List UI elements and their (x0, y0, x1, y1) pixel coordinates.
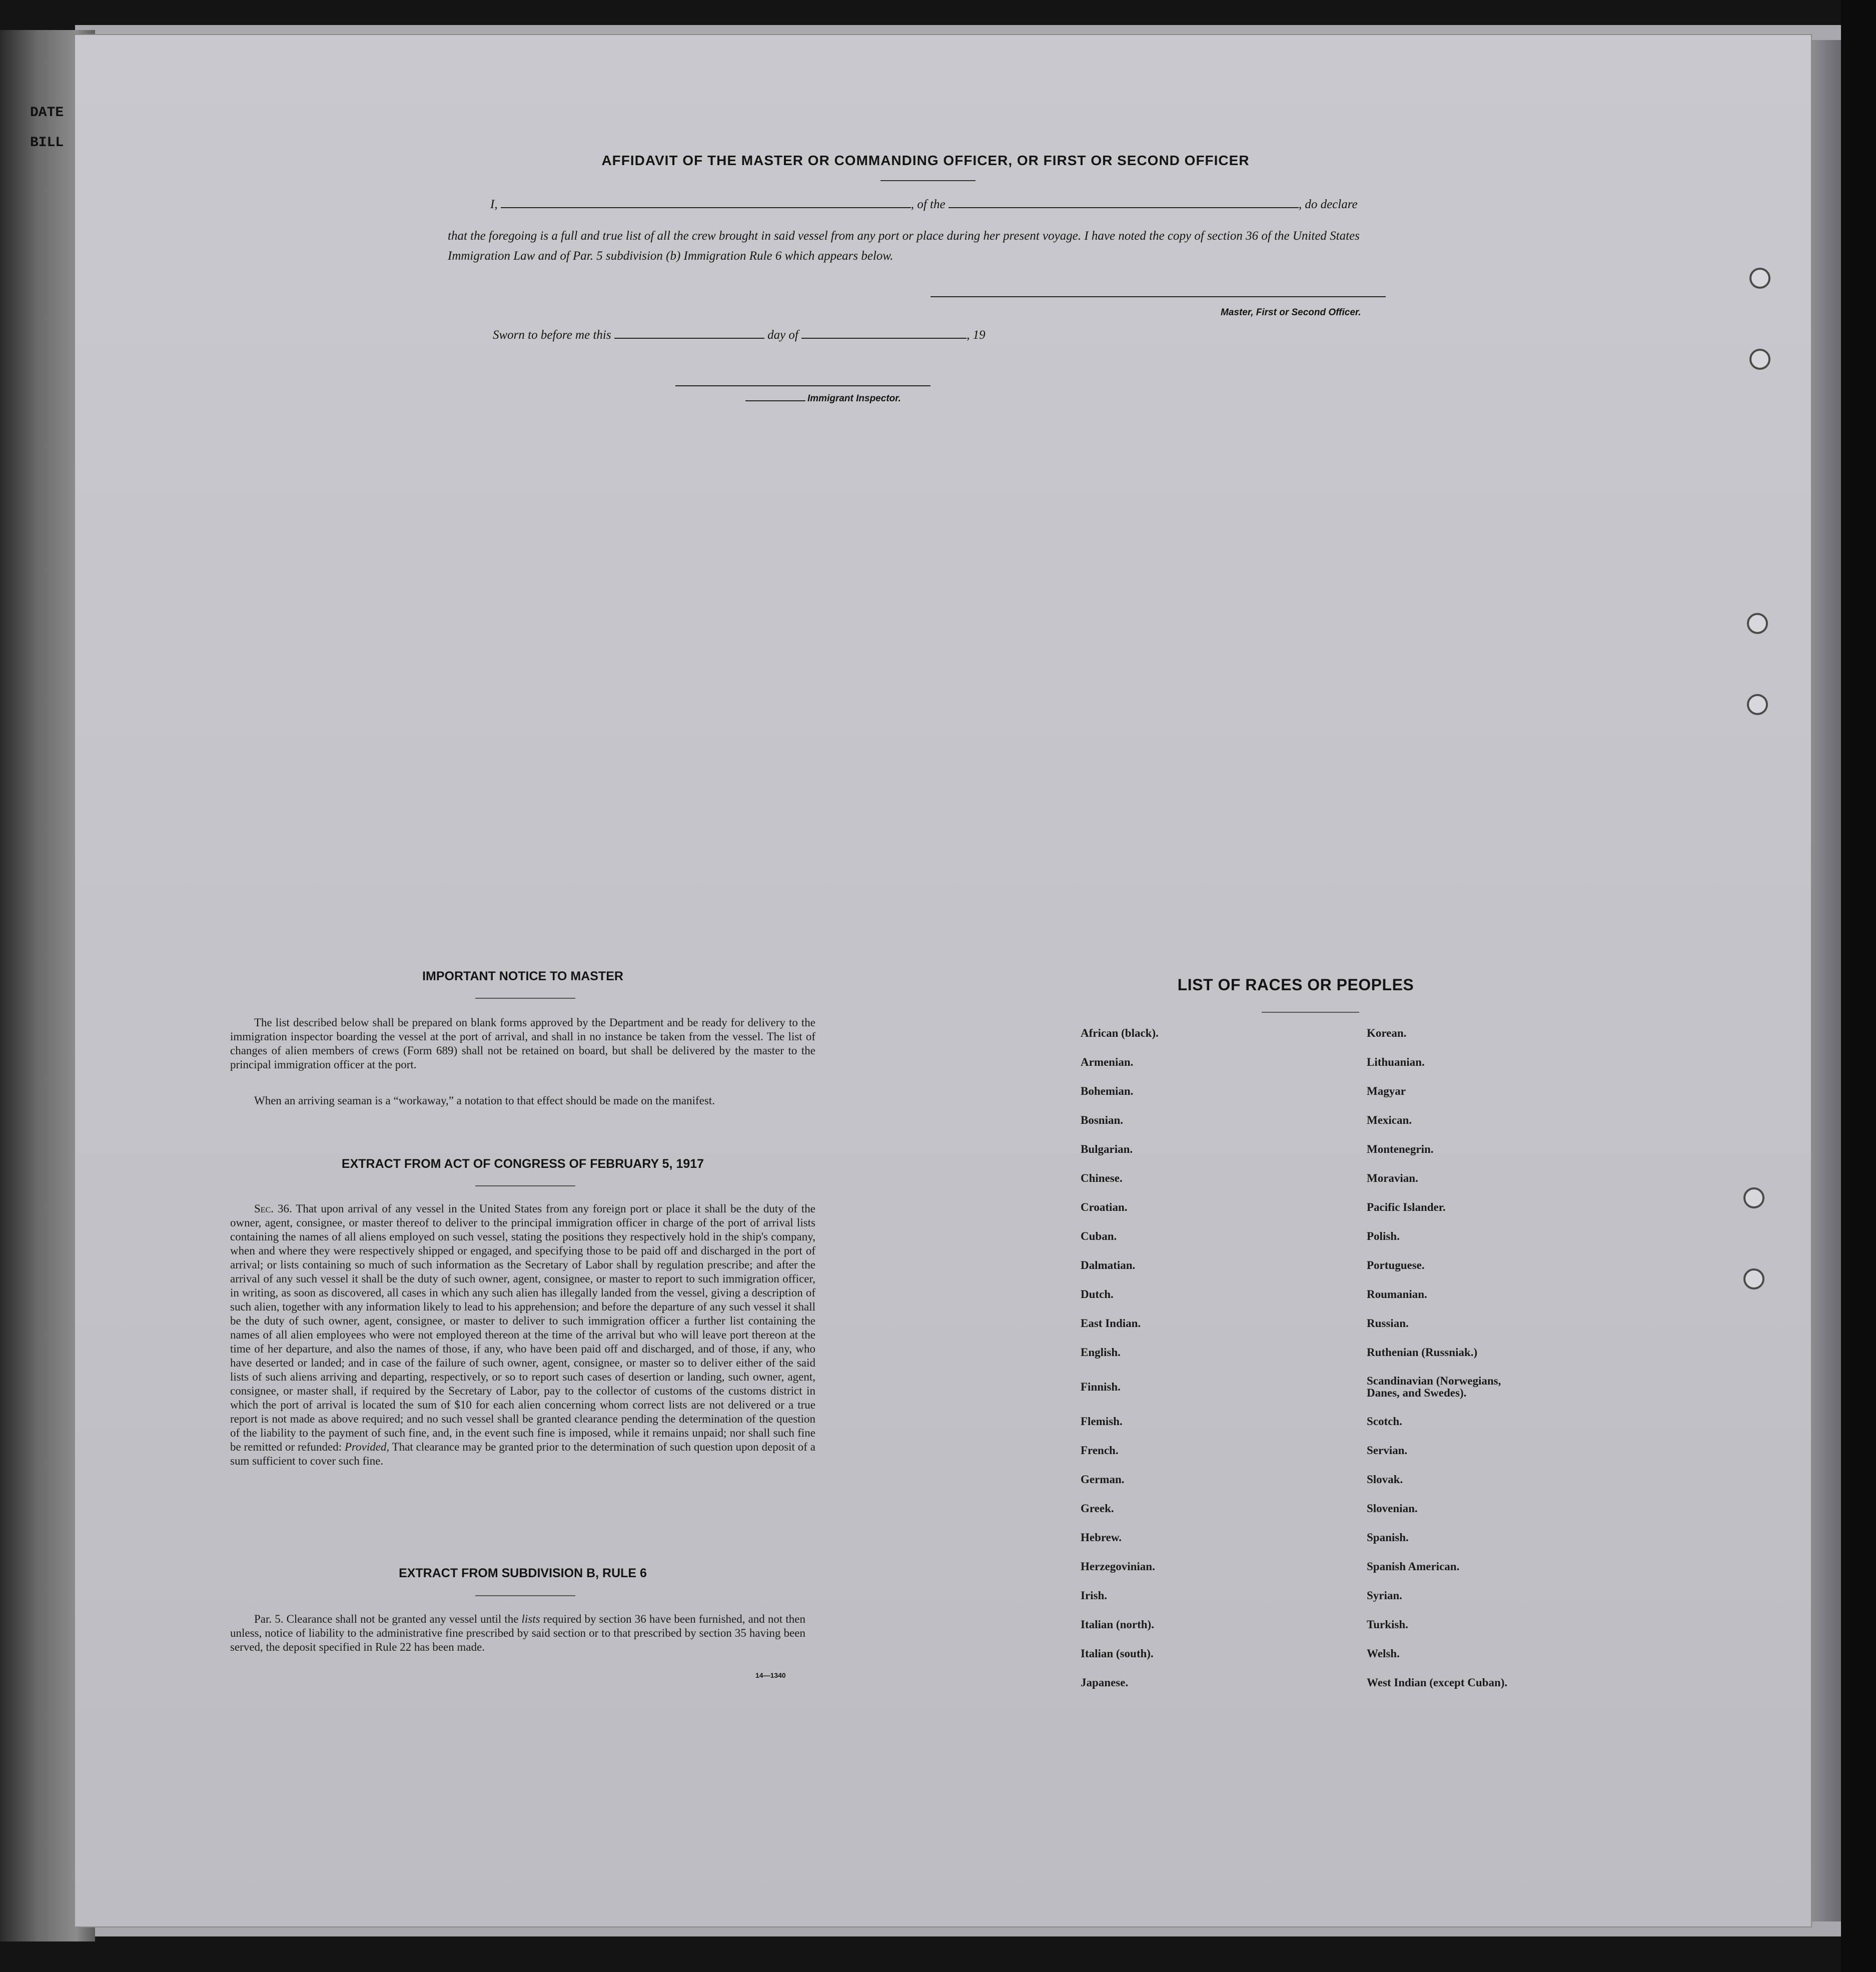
binding-strip (1811, 40, 1841, 1921)
race-item: Russian. (1367, 1317, 1409, 1330)
race-item: Lithuanian. (1367, 1056, 1425, 1068)
race-item: Finnish. (1081, 1381, 1121, 1393)
race-item: Cuban. (1081, 1230, 1117, 1242)
race-item: Italian (south). (1081, 1647, 1154, 1660)
punch-hole (1743, 1268, 1764, 1289)
race-item: East Indian. (1081, 1317, 1141, 1330)
race-item: Japanese. (1081, 1676, 1129, 1689)
declaration-i: I, (490, 198, 498, 211)
race-item: Pacific Islander. (1367, 1201, 1446, 1213)
race-item: Dutch. (1081, 1288, 1114, 1300)
race-item: Montenegrin. (1367, 1143, 1434, 1155)
race-item: Dalmatian. (1081, 1259, 1136, 1271)
race-item: Welsh. (1367, 1647, 1400, 1660)
race-item: Italian (north). (1081, 1618, 1154, 1631)
race-item: Hebrew. (1081, 1531, 1122, 1544)
sworn-year: , 19 (967, 328, 986, 342)
sworn-text: Sworn to before me this (493, 328, 611, 342)
sec-36-body: That upon arrival of any vessel in the United States from any foreign port or place it shall be the duty of the owner, agent, consignee, or master thereof to deliver to the principal immigration officer in charge of the port of arrival lists containing the names of all aliens employed on such vessel, stating the positions they respectively hold in the ship's company, when and where they were respectively shipped or engaged, and specifying those to be paid off and discharged in the port of arrival; or lists containing so much of such information as the Secretary of Labor shall by regulation prescribe; and after the arrival of any such vessel it shall be the duty of such owner, agent, consignee, or master to report to such immigration officer, in writing, as soon as discovered, all cases in which any such alien has illegally landed from the vessel, giving a description of such alien, together with any information likely to lead to his apprehension; and before the departure of any such vessel it shall be the duty of such owner, agent, consignee, or master to deliver to such immigration officer a further list containing the names of all alien employees who were not employed thereon at the time of the arrival but who will leave port thereon at the time of her departure, and also the names of those, if any, who have been paid off and discharged, and of those, if any, who have deserted or landed; and in case of the failure of such owner, agent, consignee, or master so to deliver either of the said lists of such aliens arriving and departing, respectively, or so to report such cases of desertion or landing, such owner, agent, consignee, or master shall, if required by the Secretary of Labor, pay to the collector of customs of the customs district in which the port of arrival is located the sum of $10 for each alien concerning whom correct lists are not delivered or a true report is not made as above required; and no such vessel shall be granted clearance pending the determination of the question of the liability to the payment of such fine, and, in the event such fine is imposed, while it remains unpaid; nor shall such fine be remitted or refunded: (230, 1202, 815, 1453)
print-code: 14—1340 (755, 1671, 786, 1679)
sec-36-label: Sec. 36. (254, 1202, 292, 1215)
proviso-text: That clearance may be granted prior to the determination of such question upon deposit of a sum sufficient to cover such fine. (230, 1441, 815, 1467)
rule-lists-word: lists (521, 1613, 540, 1625)
sworn-date-blank[interactable] (614, 338, 764, 339)
race-item: Mexican. (1367, 1114, 1412, 1126)
race-item: African (black). (1081, 1027, 1159, 1039)
affidavit-body: that the foregoing is a full and true list of all the crew brought in said vessel from any port or place during her present voyage. I have noted the copy of section 36 of the United States Immigration Law and of Par. 5 subdivision (b) Immigration Rule 6 which appears below. (448, 229, 1360, 263)
inspector-signature-line[interactable] (675, 385, 930, 386)
inspector-label-text: Immigrant Inspector. (807, 393, 901, 404)
notice-para-1: The list described below shall be prepared on blank forms approved by the Department and be ready for delivery to the immigration inspector boarding the vessel at the port of arrival, and shall in no instance be taken from the vessel. The list of changes of alien members of crews (Form 689) shall not be retained on board, but shall be delivered by the master to the principal immigration officer at the port. (230, 1016, 815, 1071)
margin-stub-date: DATE (30, 105, 64, 121)
race-item: West Indian (except Cuban). (1367, 1676, 1508, 1689)
inspector-blank[interactable] (745, 400, 805, 401)
officer-name-blank[interactable] (501, 207, 911, 208)
sworn-line (493, 328, 986, 342)
race-item: Herzegovinian. (1081, 1560, 1155, 1573)
race-item: Magyar (1367, 1085, 1406, 1097)
race-item: Flemish. (1081, 1415, 1123, 1428)
race-item: Portuguese. (1367, 1259, 1425, 1271)
punch-hole (1747, 613, 1768, 634)
punch-hole (1747, 694, 1768, 715)
race-item: Polish. (1367, 1230, 1400, 1242)
race-item: Scandinavian (Norwegians, Danes, and Swedes). (1367, 1375, 1501, 1399)
race-item: Ruthenian (Russniak.) (1367, 1346, 1478, 1359)
race-item: Spanish. (1367, 1531, 1409, 1544)
title-rule (880, 180, 976, 181)
punch-hole (1749, 349, 1770, 370)
notice-para-2: When an arriving seaman is a “workaway,” a notation to that effect should be made on the manifest. (254, 1094, 715, 1107)
master-signature-label: Master, First or Second Officer. (1221, 307, 1361, 318)
declaration-of-the: , of the (910, 198, 946, 211)
sworn-day-of: day of (767, 328, 798, 342)
master-signature-line[interactable] (930, 296, 1386, 297)
notice-rule (475, 998, 575, 999)
scan-border (1841, 0, 1876, 1972)
races-right-column (1367, 1027, 1507, 1705)
race-item: Scotch. (1367, 1415, 1402, 1428)
race-item: German. (1081, 1473, 1125, 1486)
race-item: Korean. (1367, 1027, 1407, 1039)
races-left-column (1081, 1027, 1159, 1705)
affidavit-title: AFFIDAVIT OF THE MASTER OR COMMANDING OFFICER, OR FIRST OR SECOND OFFICER (601, 153, 1250, 168)
race-item: Greek. (1081, 1502, 1114, 1515)
races-rule (1262, 1012, 1359, 1013)
rule-text-b: required by section 36 have been furnished, and not then unless, notice of liability to the administrative fine prescribed by said section or to that prescribed by section 35 having been served, the deposit specified in Rule 22 has been made. (230, 1613, 805, 1653)
extract-act-title: EXTRACT FROM ACT OF CONGRESS OF FEBRUARY 5, 1917 (341, 1157, 704, 1171)
race-item: Chinese. (1081, 1172, 1123, 1184)
margin-stub-bill: BILL (30, 135, 64, 151)
race-item: Slovak. (1367, 1473, 1403, 1486)
extract-act-text (230, 1202, 815, 1468)
inspector-label (745, 393, 901, 404)
notice-title: IMPORTANT NOTICE TO MASTER (422, 969, 623, 983)
race-item: Irish. (1081, 1589, 1108, 1602)
race-item: Roumanian. (1367, 1288, 1427, 1300)
race-item: Bosnian. (1081, 1114, 1124, 1126)
race-item: Moravian. (1367, 1172, 1418, 1184)
declaration-do-declare: , do declare (1298, 198, 1358, 211)
extract-rule-title: EXTRACT FROM SUBDIVISION B, RULE 6 (399, 1566, 647, 1580)
races-title: LIST OF RACES OR PEOPLES (1177, 976, 1414, 994)
race-item: English. (1081, 1346, 1121, 1359)
extract-rule-rule (475, 1595, 575, 1596)
vessel-name-blank[interactable] (949, 207, 1299, 208)
extract-rule-text (230, 1612, 805, 1654)
race-item: Slovenian. (1367, 1502, 1418, 1515)
race-item: Croatian. (1081, 1201, 1128, 1213)
affidavit-declaration-line (490, 198, 1358, 212)
race-item: Turkish. (1367, 1618, 1408, 1631)
punch-hole (1743, 1187, 1764, 1208)
race-item: Spanish American. (1367, 1560, 1460, 1573)
race-item: Servian. (1367, 1444, 1408, 1457)
extract-act-rule (475, 1185, 575, 1186)
sworn-month-blank[interactable] (801, 338, 967, 339)
punch-hole (1749, 268, 1770, 289)
proviso-label: Provided, (345, 1441, 390, 1453)
rule-text-a: Par. 5. Clearance shall not be granted any vessel until the (254, 1613, 519, 1625)
race-item: Armenian. (1081, 1056, 1134, 1068)
race-item: French. (1081, 1444, 1119, 1457)
race-item: Bulgarian. (1081, 1143, 1133, 1155)
race-item: Bohemian. (1081, 1085, 1134, 1097)
race-item: Syrian. (1367, 1589, 1402, 1602)
